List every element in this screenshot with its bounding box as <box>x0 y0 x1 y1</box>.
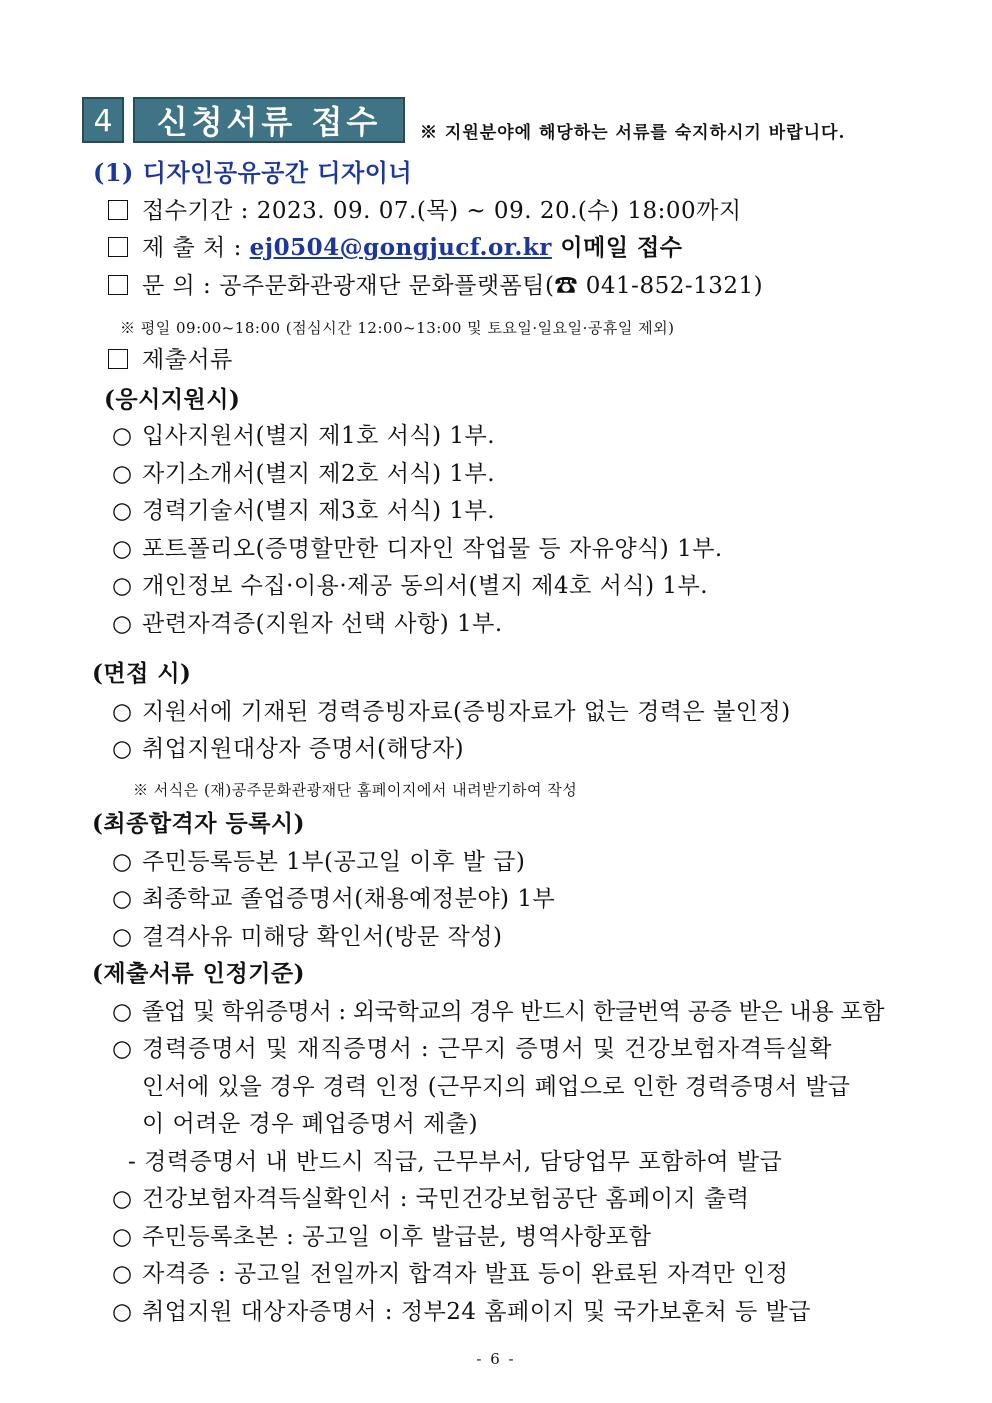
docs-line: 제출서류 <box>108 345 233 375</box>
list-item: ○ 자격증 : 공고일 전일까지 합격자 발표 등이 완료된 자격만 인정 <box>112 1261 789 1287</box>
list-item: ○ 개인정보 수집·이용·제공 동의서(별지 제4호 서식) 1부. <box>112 573 709 599</box>
list-item: ○ 졸업 및 학위증명서 : 외국학교의 경우 반드시 한글번역 공증 받은 내용 포함 <box>112 999 885 1025</box>
criteria-title: (제출서류 인정기준) <box>92 960 306 987</box>
list-item: ○ 취업지원대상자 증명서(해당자) <box>112 736 465 762</box>
list-item: ○ 최종학교 졸업증명서(채용예정분야) 1부 <box>112 886 556 912</box>
list-item: ○ 자기소개서(별지 제2호 서식) 1부. <box>112 461 496 487</box>
list-item: ○ 지원서에 기재된 경력증빙자료(증빙자료가 없는 경력은 불인정) <box>112 699 791 725</box>
list-item: ○ 경력기술서(별지 제3호 서식) 1부. <box>112 498 496 524</box>
inquiry-line: 문 의 : 공주문화관광재단 문화플랫폼팀(☎ 041-852-1321) <box>108 271 763 301</box>
submit-line: 제 출 처 : ej0504@gongjucf.or.kr 이메일 접수 <box>108 233 683 263</box>
section-title: 신청서류 접수 <box>133 97 405 143</box>
final-title: (최종합격자 등록시) <box>92 810 306 837</box>
list-item-continued: 이 어려운 경우 폐업증명서 제출) <box>142 1111 479 1137</box>
list-item: ○ 건강보험자격득실확인서 : 국민건강보험공단 홈페이지 출력 <box>112 1186 750 1212</box>
list-item: ○ 경력증명서 및 재직증명서 : 근무지 증명서 및 건강보험자격득실확 <box>112 1036 833 1062</box>
list-item: ○ 포트폴리오(증명할만한 디자인 작업물 등 자유양식) 1부. <box>112 536 723 562</box>
list-item-continued: 인서에 있을 경우 경력 인정 (근무지의 폐업으로 인한 경력증명서 발급 <box>142 1074 851 1100</box>
list-item: ○ 주민등록등본 1부(공고일 이후 발 급) <box>112 849 526 875</box>
period-line: 접수기간 : 2023. 09. 07.(목) ~ 09. 20.(수) 18:00까지 <box>108 196 742 226</box>
checkbox-icon <box>108 349 128 369</box>
checkbox-icon <box>108 237 128 257</box>
checkbox-icon <box>108 275 128 295</box>
hours-note: ※ 평일 09:00~18:00 (점심시간 12:00~13:00 및 토요일·일요일·공휴일 제외) <box>120 319 675 337</box>
form-note: ※ 서식은 (재)공주문화관광재단 홈페이지에서 내려받기하여 작성 <box>133 781 578 799</box>
checkbox-icon <box>108 200 128 220</box>
list-item: ○ 주민등록초본 : 공고일 이후 발급분, 병역사항포함 <box>112 1224 652 1250</box>
sub-item: - 경력증명서 내 반드시 직급, 근무부서, 담당업무 포함하여 발급 <box>128 1149 783 1175</box>
header-note: ※ 지원분야에 해당하는 서류를 숙지하시기 바랍니다. <box>420 123 846 143</box>
list-item: ○ 관련자격증(지원자 선택 사항) 1부. <box>112 611 503 637</box>
section-number: 4 <box>82 97 124 143</box>
list-item: ○ 입사지원서(별지 제1호 서식) 1부. <box>112 423 496 449</box>
list-item: ○ 취업지원 대상자증명서 : 정부24 홈페이지 및 국가보훈처 등 발급 <box>112 1299 811 1325</box>
email-link[interactable]: ej0504@gongjucf.or.kr <box>249 234 552 261</box>
apply-title: (응시지원시) <box>104 386 241 413</box>
interview-title: (면접 시) <box>92 660 192 687</box>
list-item: ○ 결격사유 미해당 확인서(방문 작성) <box>112 924 503 950</box>
page-number: - 6 - <box>476 1350 516 1368</box>
subsection-title: (1) 디자인공유공간 디자이너 <box>93 158 413 187</box>
